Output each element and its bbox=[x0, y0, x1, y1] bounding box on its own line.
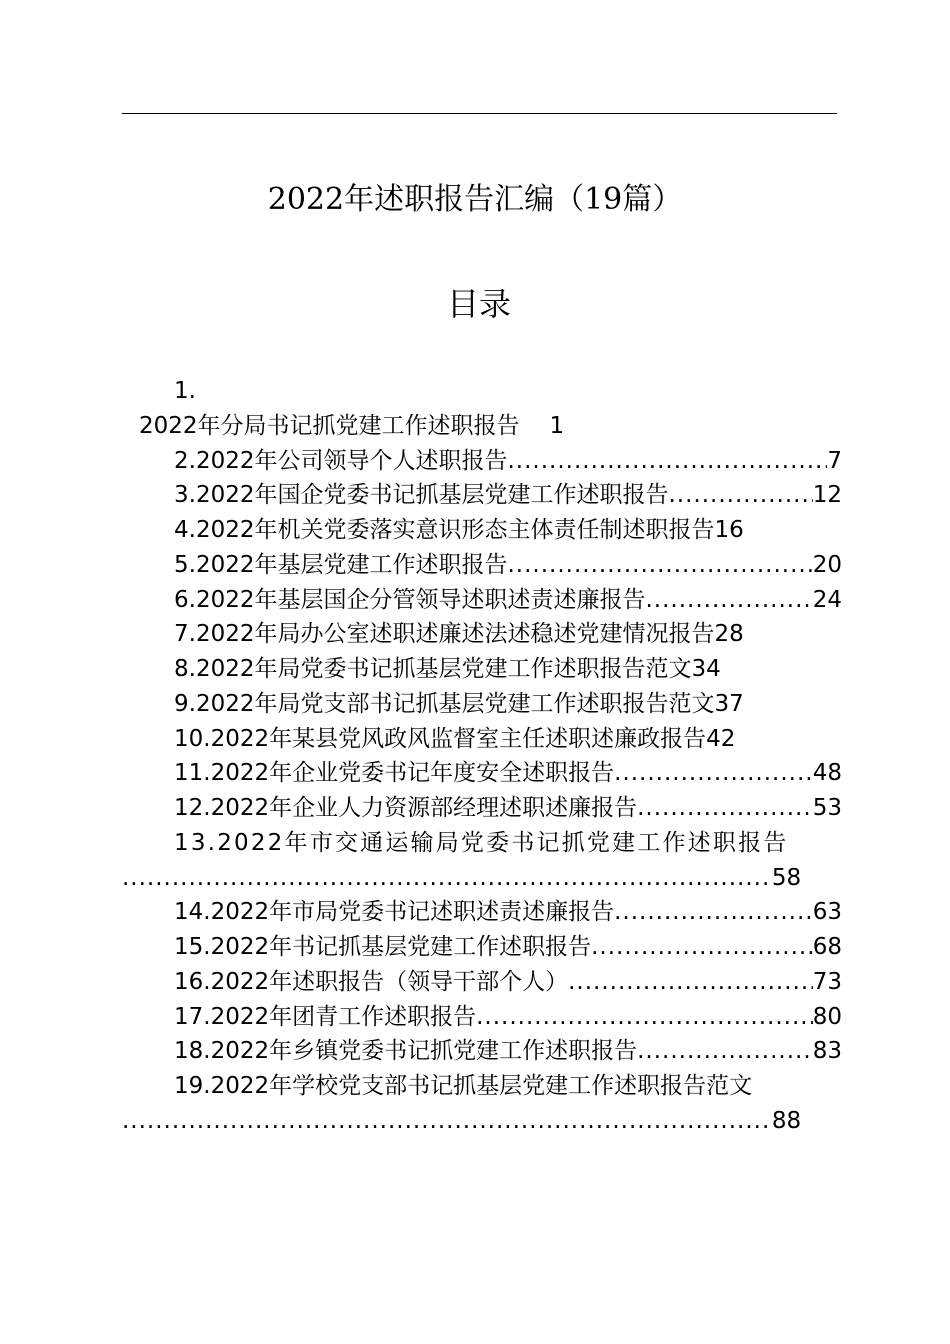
toc-item-page: 7 bbox=[827, 447, 842, 474]
toc-item-12[interactable] bbox=[122, 791, 842, 826]
toc-item-17[interactable] bbox=[122, 1000, 842, 1035]
toc-item-title: 2022年基层党建工作述职报告 bbox=[195, 551, 508, 578]
toc-item-number: 10. bbox=[174, 725, 211, 752]
toc-item-number: 8. bbox=[174, 656, 196, 682]
toc-item-page: 24 bbox=[812, 586, 842, 613]
toc-item-number: 3. bbox=[174, 482, 196, 509]
toc-item-9[interactable] bbox=[122, 687, 842, 722]
toc-item-title: 2022年公司领导个人述职报告 bbox=[195, 447, 508, 474]
toc-item-page: 48 bbox=[812, 760, 842, 787]
toc-item-19[interactable] bbox=[122, 1069, 842, 1104]
toc-item-number: 7. bbox=[174, 621, 196, 648]
toc-item-number: 18. bbox=[174, 1038, 211, 1065]
toc-item-15[interactable] bbox=[122, 930, 842, 965]
toc-leader bbox=[591, 930, 813, 965]
toc-item-number: 2. bbox=[174, 447, 196, 474]
toc-item-page: 68 bbox=[812, 934, 842, 960]
toc-item-title: 2022年企业人力资源部经理述职述廉报告 bbox=[210, 795, 638, 821]
toc-item-8[interactable] bbox=[122, 652, 842, 687]
toc-leader bbox=[508, 548, 813, 583]
toc-leader bbox=[614, 895, 813, 930]
toc-item-number: 11. bbox=[174, 760, 211, 787]
toc-item-page: 37 bbox=[714, 690, 744, 717]
toc-item-number: 12. bbox=[174, 795, 211, 821]
toc-item-title: 2022年局办公室述职述廉述法述稳述党建情况报告 bbox=[195, 621, 715, 648]
toc-item-page: 73 bbox=[812, 968, 842, 995]
toc-heading: 目录 bbox=[446, 285, 511, 323]
toc-item-number: 17. bbox=[174, 1003, 211, 1030]
toc-leader bbox=[122, 1104, 772, 1139]
toc-item-number: 16. bbox=[174, 968, 211, 995]
toc-item-number: 5. bbox=[174, 551, 196, 578]
toc-item-title: 2022年企业党委书记年度安全述职报告 bbox=[210, 760, 615, 787]
header-rule bbox=[122, 113, 837, 114]
toc-item-number: 15. bbox=[174, 934, 211, 960]
table-of-contents bbox=[122, 374, 842, 1139]
toc-item-title: 2022年市局党委书记述职述责述廉报告 bbox=[210, 899, 615, 926]
toc-leader bbox=[476, 1000, 813, 1035]
toc-item-number: 4. bbox=[174, 517, 196, 543]
toc-leader bbox=[568, 965, 813, 1000]
toc-item-page: 53 bbox=[812, 795, 842, 821]
toc-item-number: 1. bbox=[174, 378, 196, 404]
document-title: 2022年述职报告汇编（19篇） bbox=[267, 182, 683, 217]
toc-item-page: 16 bbox=[714, 517, 744, 543]
toc-item-title: 2022年学校党支部书记抓基层党建工作述职报告范文 bbox=[210, 1073, 753, 1099]
toc-item-number: 14. bbox=[174, 899, 211, 926]
toc-item-1-number-line[interactable] bbox=[122, 374, 842, 409]
toc-leader bbox=[637, 1034, 813, 1069]
toc-item-page: 20 bbox=[812, 551, 842, 578]
toc-item-3[interactable] bbox=[122, 478, 842, 513]
toc-item-13-page-line[interactable] bbox=[122, 861, 837, 896]
toc-item-page: 58 bbox=[771, 864, 802, 891]
toc-item-number: 6. bbox=[174, 586, 196, 613]
toc-leader bbox=[669, 478, 813, 513]
toc-item-title: 2022年述职报告（领导干部个人） bbox=[210, 968, 569, 995]
toc-item-title: 2022年局党委书记抓基层党建工作述职报告范文 bbox=[195, 656, 692, 682]
toc-item-page: 1 bbox=[549, 412, 565, 439]
toc-leader bbox=[646, 583, 813, 618]
toc-item-number: 19. bbox=[174, 1073, 211, 1099]
toc-item-title: 2022年分局书记抓党建工作述职报告 bbox=[139, 412, 520, 439]
toc-item-14[interactable] bbox=[122, 895, 842, 930]
toc-item-title: 2022年局党支部书记抓基层党建工作述职报告范文 bbox=[195, 690, 715, 717]
toc-item-4[interactable] bbox=[122, 513, 842, 548]
toc-item-1[interactable] bbox=[122, 409, 842, 444]
toc-item-page: 83 bbox=[812, 1038, 842, 1065]
toc-item-19-page-line[interactable] bbox=[122, 1104, 837, 1139]
toc-item-title: 2022年乡镇党委书记抓党建工作述职报告 bbox=[210, 1038, 638, 1065]
toc-item-page: 80 bbox=[812, 1003, 842, 1030]
toc-item-number: 13. bbox=[174, 829, 218, 856]
toc-item-page: 28 bbox=[714, 621, 744, 648]
toc-item-number: 9. bbox=[174, 690, 196, 717]
toc-item-title: 2022年国企党委书记抓基层党建工作述职报告 bbox=[195, 482, 669, 509]
toc-item-10[interactable] bbox=[122, 722, 842, 757]
toc-item-title: 2022年书记抓基层党建工作述职报告 bbox=[210, 934, 592, 960]
toc-leader bbox=[614, 756, 813, 791]
toc-item-page: 42 bbox=[706, 725, 736, 752]
toc-item-title: 2022年某县党风政风监督室主任述职述廉政报告 bbox=[210, 725, 707, 752]
toc-item-2[interactable] bbox=[122, 444, 842, 479]
toc-leader bbox=[508, 444, 828, 479]
toc-item-11[interactable] bbox=[122, 756, 842, 791]
toc-item-18[interactable] bbox=[122, 1034, 842, 1069]
toc-item-title: 2022年市交通运输局党委书记抓党建工作述职报告 bbox=[217, 829, 789, 856]
toc-item-16[interactable] bbox=[122, 965, 842, 1000]
toc-item-title: 2022年基层国企分管领导述职述责述廉报告 bbox=[195, 586, 646, 613]
toc-item-page: 12 bbox=[812, 482, 842, 509]
toc-item-page: 34 bbox=[691, 656, 721, 682]
toc-item-title: 2022年团青工作述职报告 bbox=[210, 1003, 477, 1030]
toc-leader bbox=[122, 861, 772, 896]
toc-item-title: 2022年机关党委落实意识形态主体责任制述职报告 bbox=[195, 517, 715, 543]
toc-item-6[interactable] bbox=[122, 583, 842, 618]
toc-item-13[interactable] bbox=[122, 826, 842, 861]
toc-item-page: 63 bbox=[812, 899, 842, 926]
toc-item-7[interactable] bbox=[122, 617, 842, 652]
toc-leader bbox=[637, 791, 813, 826]
toc-item-5[interactable] bbox=[122, 548, 842, 583]
toc-item-page: 88 bbox=[771, 1107, 802, 1134]
